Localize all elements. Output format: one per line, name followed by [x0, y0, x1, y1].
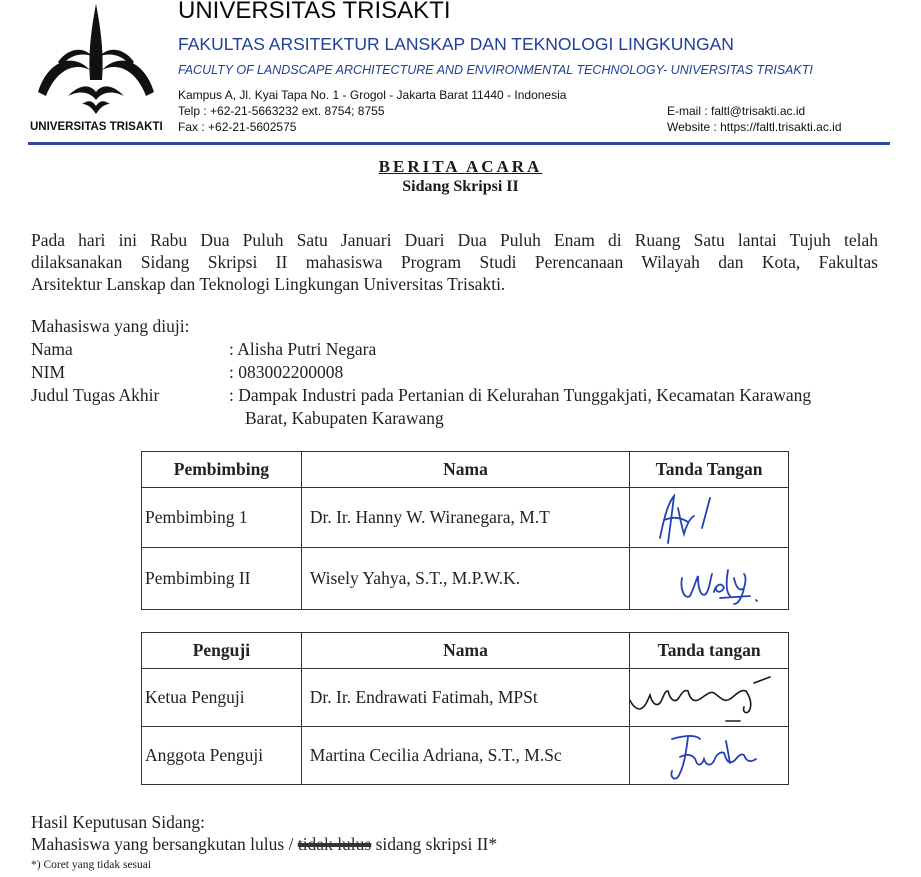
- campus-address: Kampus A, Jl. Kyai Tapa No. 1 - Grogol - Jakarta Barat 11440 - Indonesia: [178, 88, 567, 102]
- examiner-name: Martina Cecilia Adriana, S.T., M.Sc: [301, 727, 629, 785]
- intro-line: Pada hari ini Rabu Dua Puluh Satu Januari Duari Dua Puluh Enam di Ruang Satu lantai Tujuh telah: [31, 230, 878, 250]
- fax: Fax : +62-21-5602575: [178, 120, 297, 134]
- student-heading: Mahasiswa yang diuji:: [31, 316, 190, 336]
- signature-cell: [630, 548, 789, 610]
- thesis-title-label: Judul Tugas Akhir: [31, 385, 160, 405]
- table-row: [142, 548, 789, 610]
- university-logo: [28, 0, 164, 120]
- supervisor-role: Pembimbing II: [142, 548, 302, 610]
- header-divider: [28, 142, 890, 145]
- intro-line: Arsitektur Lanskap dan Teknologi Lingkungan Universitas Trisakti.: [31, 274, 506, 294]
- intro-paragraph: [31, 229, 878, 295]
- signature-drawing: [630, 727, 789, 785]
- result-heading: Hasil Keputusan Sidang:: [31, 812, 206, 832]
- nim-label: NIM: [31, 362, 66, 382]
- document-subtitle: Sidang Skripsi II: [402, 178, 519, 195]
- telephone: Telp : +62-21-5663232 ext. 8754; 8755: [178, 104, 385, 118]
- table-row: [142, 488, 789, 548]
- thesis-title-value: : Dampak Industri pada Pertanian di Kelurahan Tunggakjati, Kecamatan Karawang: [229, 385, 812, 405]
- column-header: Nama: [301, 633, 629, 669]
- footnote: *) Coret yang tidak sesuai: [31, 859, 152, 871]
- result-statement: [31, 834, 497, 855]
- faculty-name-en: FACULTY OF LANDSCAPE ARCHITECTURE AND ENVIRONMENTAL TECHNOLOGY- UNIVERSITAS TRISAKTI: [178, 63, 813, 77]
- supervisors-table: [141, 451, 789, 610]
- result-text-after: sidang skripsi II*: [371, 834, 498, 854]
- faculty-name-id: FAKULTAS ARSITEKTUR LANSKAP DAN TEKNOLOGI LINGKUNGAN: [178, 34, 734, 54]
- struck-option: tidak lulus: [297, 834, 372, 854]
- examiner-role: Ketua Penguji: [142, 669, 302, 727]
- table-row: [142, 669, 789, 727]
- email: E-mail : faltl@trisakti.ac.id: [667, 104, 806, 118]
- signature-drawing: [630, 548, 789, 610]
- university-name: UNIVERSITAS TRISAKTI: [178, 0, 451, 24]
- document-title-text: BERITA ACARA: [378, 157, 543, 176]
- column-header: Pembimbing: [142, 452, 302, 488]
- nim-value: : 083002200008: [229, 362, 344, 382]
- table-header-row: [142, 452, 789, 488]
- logo-caption: UNIVERSITAS TRISAKTI: [30, 121, 163, 133]
- thesis-title-value-cont: Barat, Kabupaten Karawang: [245, 408, 444, 428]
- examiner-role: Anggota Penguji: [142, 727, 302, 785]
- column-header: Tanda tangan: [630, 633, 789, 669]
- signature-cell: [630, 488, 789, 548]
- result-text-before: Mahasiswa yang bersangkutan lulus /: [31, 834, 298, 854]
- column-header: Penguji: [142, 633, 302, 669]
- signature-cell: [630, 727, 789, 785]
- signature-drawing: [630, 669, 789, 727]
- signature-drawing: [630, 488, 789, 548]
- table-header-row: [142, 633, 789, 669]
- website: Website : https://faltl.trisakti.ac.id: [667, 120, 842, 134]
- name-value: : Alisha Putri Negara: [229, 339, 377, 359]
- examiners-table: [141, 632, 789, 785]
- supervisor-role: Pembimbing 1: [142, 488, 302, 548]
- examiner-name: Dr. Ir. Endrawati Fatimah, MPSt: [301, 669, 629, 727]
- document-title: [0, 157, 921, 177]
- column-header: Tanda Tangan: [630, 452, 789, 488]
- supervisor-name: Wisely Yahya, S.T., M.P.W.K.: [301, 548, 629, 610]
- signature-cell: [630, 669, 789, 727]
- supervisor-name: Dr. Ir. Hanny W. Wiranegara, M.T: [301, 488, 629, 548]
- table-row: [142, 727, 789, 785]
- intro-line: dilaksanakan Sidang Skripsi II mahasiswa Program Studi Perencanaan Wilayah dan Kota, Fakultas: [31, 252, 878, 272]
- column-header: Nama: [301, 452, 629, 488]
- name-label: Nama: [31, 339, 73, 359]
